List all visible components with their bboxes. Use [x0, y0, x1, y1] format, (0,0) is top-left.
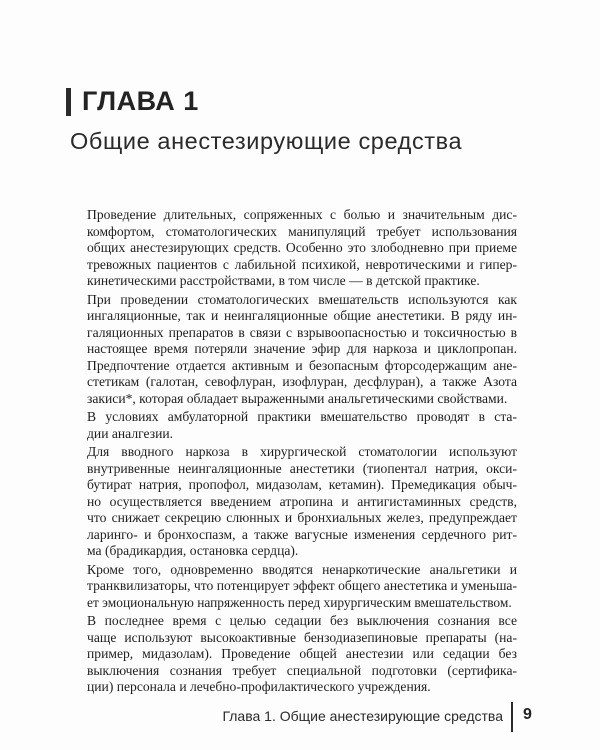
paragraph [87, 292, 517, 408]
text-line: В последнее время с целью седации без выключения сознания все [87, 613, 517, 628]
text-line: что снижает секрецию слюнных и бронхиальных желез, предупреждает [87, 510, 517, 525]
text-line: общих анестезирующих средств. Особенно это злободневно при приеме [87, 240, 517, 255]
running-footer [0, 702, 600, 732]
text-line: Предпочтение отдается активным и безопасным фторсодержащим ане- [87, 357, 517, 373]
paragraph [87, 207, 517, 290]
text-line: ма (брадикардия, остановка сердца). [87, 543, 299, 558]
text-line: ет эмоциональную напряженность перед хирургическим вмешательством. [87, 594, 512, 610]
text-line: ларинго- и бронхоспазм, а также вагусные изменения сердечного рит- [87, 526, 517, 542]
text-line: галяционных препаратов в связи с взрывоопасностью и токсичностью в [87, 324, 517, 340]
body-text [87, 207, 517, 698]
page-number: 9 [523, 706, 532, 723]
text-line: транквилизаторы, что потенцирует эффект общего анестетика и уменьша- [87, 578, 517, 593]
chapter-title: Общие анестезирующие средства [70, 128, 463, 154]
text-line: дии аналгезии. [87, 425, 174, 441]
chapter-marker-bar [66, 88, 71, 116]
paragraph [87, 409, 517, 442]
chapter-heading [66, 86, 199, 117]
text-line: В условиях амбулаторной практики вмешательство проводят в ста- [87, 409, 517, 424]
chapter-label: ГЛАВА 1 [82, 86, 199, 116]
text-line: пример, мидазолам). Проведение общей анестезии или седации без [87, 646, 517, 661]
text-line: Проведение длительных, сопряженных с болью и значительным дис- [87, 207, 517, 222]
running-title: Глава 1. Общие анестезирующие средства [222, 708, 503, 724]
text-line: закиси*, которая обладает выраженными анальгетическими свойствами. [87, 390, 508, 406]
text-line: комфортом, стоматологических манипуляций требует использования [87, 223, 517, 239]
text-line: настоящее время потеряли значение эфир для наркоза и циклопропан. [87, 341, 517, 356]
text-line: выключения сознания требует специальной подготовки (сертифика- [87, 662, 517, 678]
text-line: Кроме того, одновременно вводятся ненаркотические анальгетики и [87, 561, 517, 577]
text-line: кинетическими расстройствами, в том числе — в детской практике. [87, 273, 480, 288]
text-line: бутират натрия, пропофол, мидазолам, кетамин). Премедикация обыч- [87, 477, 517, 492]
text-line: внутривенные неингаляционные анестетики (тиопентал натрия, окси- [87, 460, 517, 476]
text-line: но осуществляется введением атропина и антигистаминных средств, [87, 493, 517, 509]
text-line: чаще используют высокоактивные бензодиазепиновые препараты (на- [87, 629, 517, 645]
paragraph [87, 613, 517, 696]
paragraph [87, 562, 517, 612]
text-line: тревожных пациентов с лабильной психикой, невротическими и гипер- [87, 256, 517, 272]
footer-divider [511, 702, 513, 732]
text-line: Для вводного наркоза в хирургической стоматологии используют [87, 444, 517, 459]
paragraph [87, 444, 517, 560]
text-line: ции) персонала и лечебно-профилактического учреждения. [87, 679, 431, 694]
text-line: При проведении стоматологических вмешательств используются как [87, 291, 517, 307]
text-line: ингаляционные, так и неингаляционные общие анестетики. В ряду ин- [87, 308, 517, 323]
text-line: стетикам (галотан, севофлуран, изофлуран, десфлуран), а также Азота [87, 374, 517, 389]
